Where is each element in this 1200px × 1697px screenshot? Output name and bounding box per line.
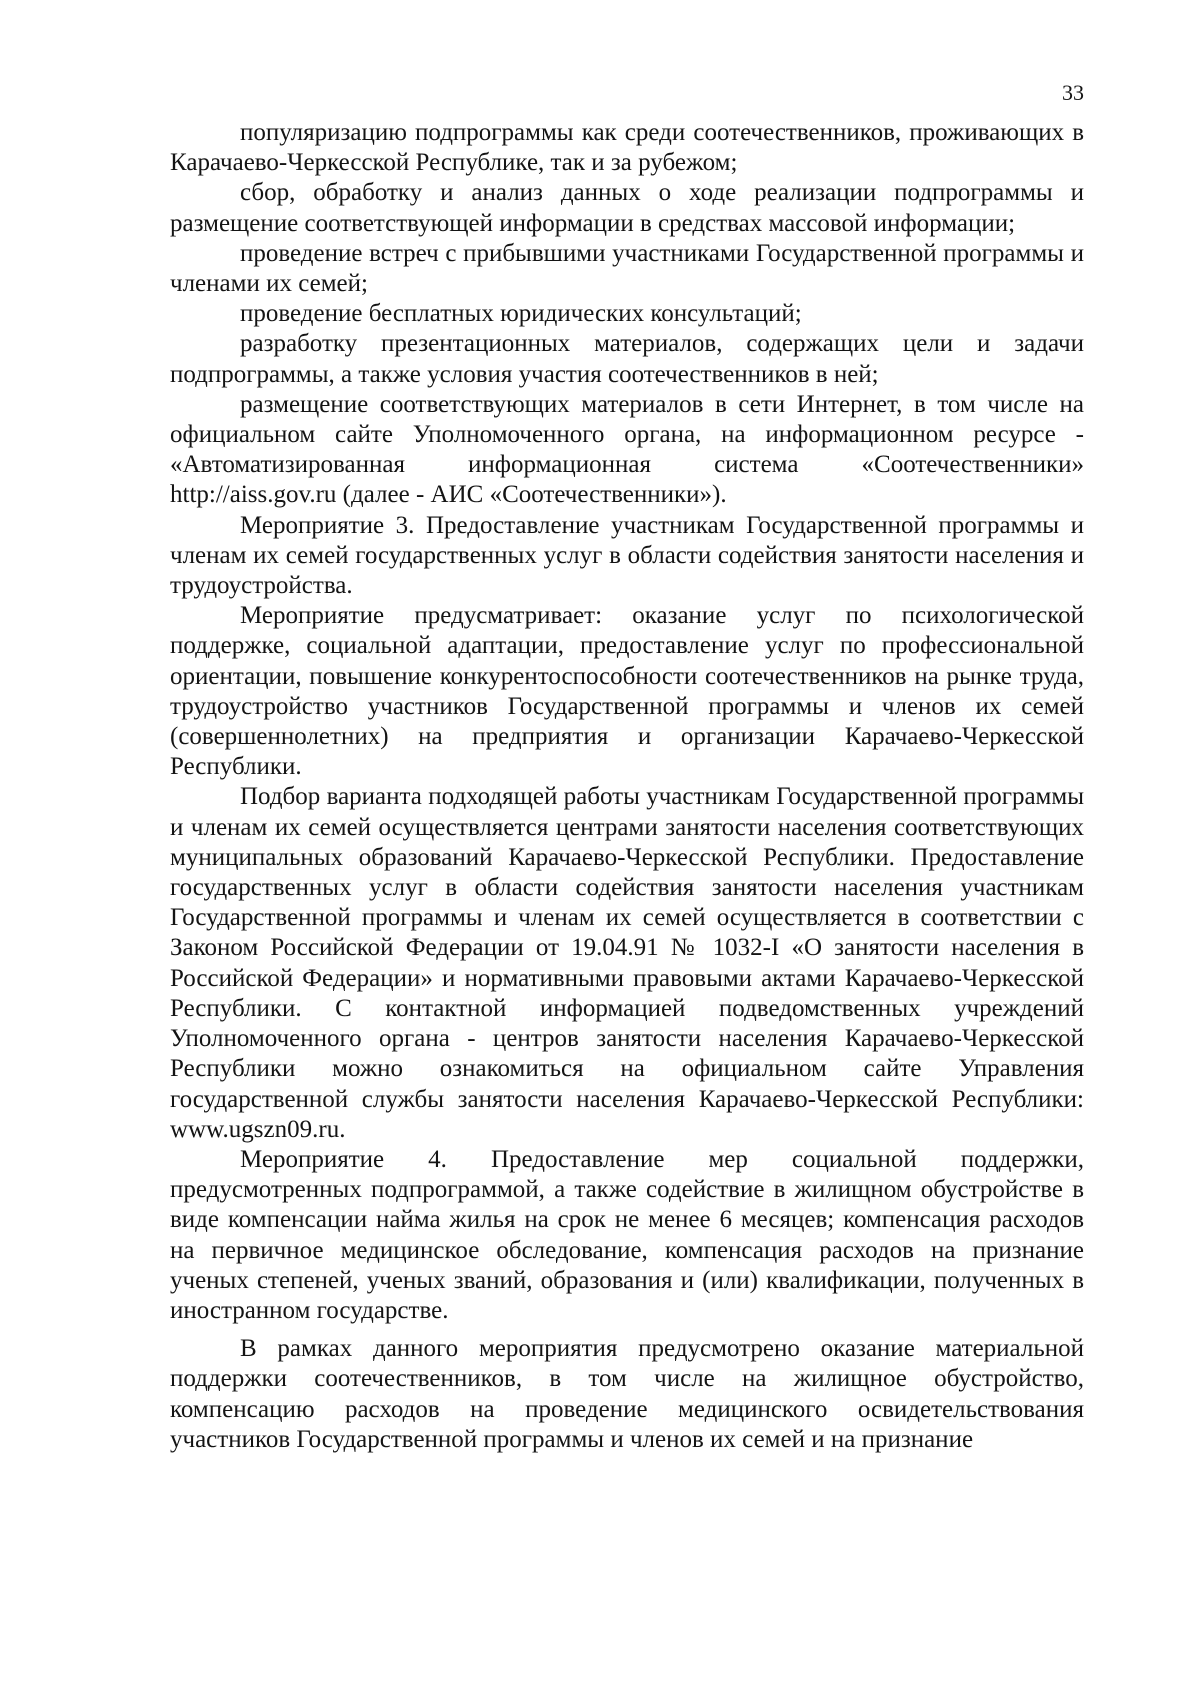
paragraph: Мероприятие предусматривает: оказание услуг по психологической поддержке, социальной адаптации, предоставление услуг по профессиональной ориентации, повышение конкурентоспособности соотечественников на рынке труда, трудоустройство участников Государственной программы и членов их семей (совершеннолетних) на предприятия и организации Карачаево-Черкесской Республики. — [170, 602, 1084, 781]
paragraph: В рамках данного мероприятия предусмотрено оказание материальной поддержки соотечественников, в том числе на жилищное обустройство, компенсацию расходов на проведение медицинского освидетельствования участников Государственной программы и членов их семей и на признание — [170, 1335, 1084, 1453]
document-body — [170, 118, 1084, 1455]
paragraph: проведение бесплатных юридических консультаций; — [240, 300, 802, 328]
paragraph: размещение соответствующих материалов в сети Интернет, в том числе на официальном сайте Уполномоченного органа, на информационном ресурсе - «Автоматизированная информационная система «Соотечественники» http://aiss.gov.ru (далее - АИС «Соотечественники»). — [170, 390, 1084, 509]
paragraph: Мероприятие 3. Предоставление участникам Государственной программы и членам их семей государственных услуг в области содействия занятости населения и трудоустройства. — [170, 511, 1084, 600]
paragraph: разработку презентационных материалов, содержащих цели и задачи подпрограммы, а также условия участия соотечественников в ней; — [170, 330, 1084, 388]
paragraph: Подбор варианта подходящей работы участникам Государственной программы и членам их семей осуществляется центрами занятости населения соответствующих муниципальных образований Карачаево-Черкесской Республики. Предоставление государственных услуг в области содействия занятости населения участникам Государственной программы и членам их семей осуществляется в соответствии с Законом Российской Федерации от 19.04.91 № 1032-I «О занятости населения в Российской Федерации» и нормативными правовыми актами Карачаево-Черкесской Республики. С контактной информацией подведомственных учреждений Уполномоченного органа - центров занятости населения Карачаево-Черкесской Республики можно ознакомиться на официальном сайте Управления государственной службы занятости населения Карачаево-Черкесской Республики: www.ugszn09.ru. — [170, 783, 1084, 1143]
paragraph: сбор, обработку и анализ данных о ходе реализации подпрограммы и размещение соответствующей информации в средствах массовой информации; — [170, 179, 1084, 237]
paragraph: проведение встреч с прибывшими участниками Государственной программы и членами их семей; — [170, 239, 1084, 298]
page-number: 33 — [1062, 80, 1084, 105]
paragraph: популяризацию подпрограммы как среди соотечественников, проживающих в Карачаево-Черкесской Республике, так и за рубежом; — [170, 119, 1084, 177]
paragraph: Мероприятие 4. Предоставление мер социальной поддержки, предусмотренных подпрограммой, а также содействие в жилищном обустройстве в виде компенсации найма жилья на срок не менее 6 месяцев; компенсация расходов на первичное медицинское обследование, компенсация расходов на признание ученых степеней, ученых званий, образования и (или) квалификации, полученных в иностранном государстве. — [170, 1145, 1084, 1324]
